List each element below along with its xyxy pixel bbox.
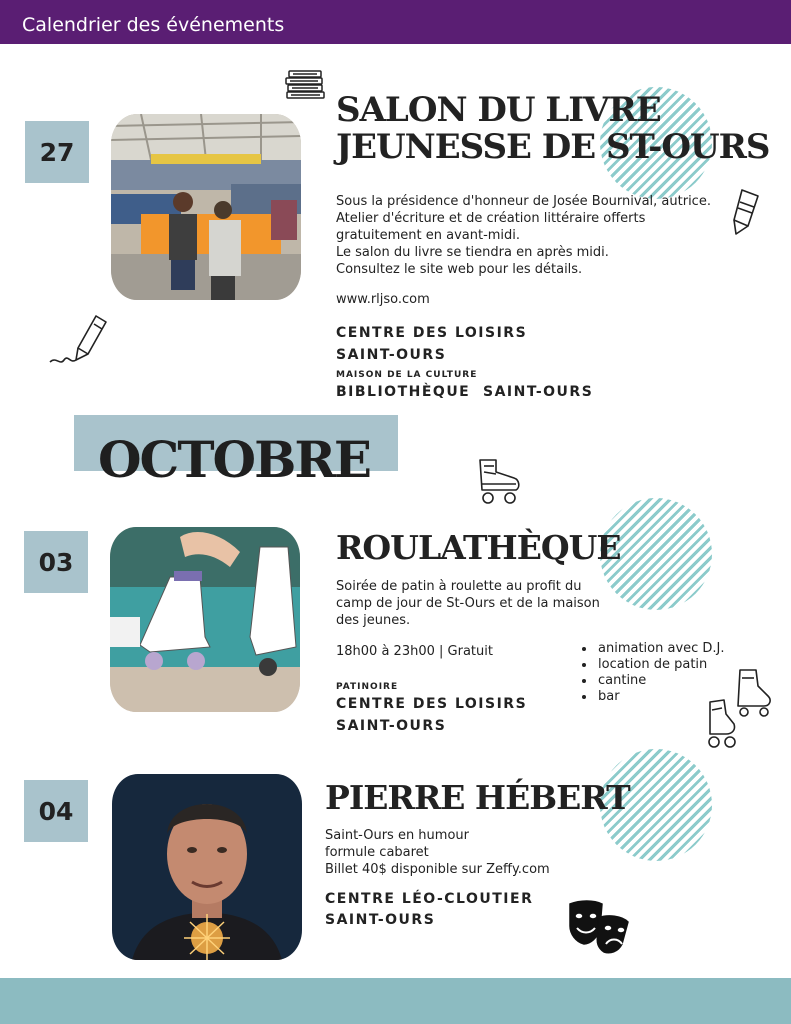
description-line: Le salon du livre se tiendra en après midi. [336,245,609,260]
book-fair-photo [111,114,301,300]
venue-name-line2: SAINT-OURS [325,912,436,928]
event-website-link[interactable]: www.rljso.com [336,292,430,307]
venue-label: MAISON DE LA CULTURE [336,370,478,380]
roller-skate-icon [704,666,774,752]
venue-name: BIBLIOTHÈQUE SAINT-OURS [336,384,594,400]
pencil-scribble-icon [48,312,112,368]
description-line: gratuitement en avant-midi. [336,228,521,243]
event-title: ROULATHÈQUE [336,528,621,567]
event-description [336,578,636,629]
event-features-list [580,641,725,705]
description-line: Sous la présidence d'honneur de Josée Bournival, autrice. [336,194,711,209]
venue-name-line1: CENTRE DES LOISIRS [336,325,528,341]
event-date-badge: 04 [24,780,88,842]
description-line: formule cabaret [325,845,429,860]
event-description [325,827,605,878]
list-item: • location de patin [596,657,725,673]
list-item: • cantine [596,673,725,689]
event-title: PIERRE HÉBERT [325,778,630,817]
roller-skates-photo [110,527,300,712]
header-bar [0,0,791,44]
footer-bar [0,978,791,1024]
venue-name-line1: CENTRE LÉO-CLOUTIER [325,891,534,907]
books-icon [284,69,328,101]
venue-name-line2: SAINT-OURS [336,718,447,734]
list-item: • bar [596,689,725,705]
theater-masks-icon [564,898,632,956]
venue-name-line2: SAINT-OURS [336,347,447,363]
month-heading: OCTOBRE [98,430,371,489]
roller-skate-icon [474,456,524,506]
description-line: Atelier d'écriture et de création littéraire offerts [336,211,646,226]
description-line: camp de jour de St-Ours et de la maison [336,596,600,611]
page-title: Calendrier des événements [22,14,285,36]
event-title-line1: SALON DU LIVRE [336,90,661,130]
event-title-line2: JEUNESSE DE ST-OURS [336,127,770,167]
description-line: Billet 40$ disponible sur Zeffy.com [325,862,550,877]
description-line: Saint-Ours en humour [325,828,469,843]
venue-label: PATINOIRE [336,682,399,692]
event-date-badge: 03 [24,531,88,593]
description-line: des jeunes. [336,613,411,628]
event-date-badge: 27 [25,121,89,183]
event-description [336,193,736,278]
artist-portrait-photo [112,774,302,960]
event-time: 18h00 à 23h00 | Gratuit [336,644,493,659]
description-line: Consultez le site web pour les détails. [336,262,583,277]
list-item: • animation avec D.J. [596,641,725,657]
description-line: Soirée de patin à roulette au profit du [336,579,582,594]
venue-name-line1: CENTRE DES LOISIRS [336,696,528,712]
